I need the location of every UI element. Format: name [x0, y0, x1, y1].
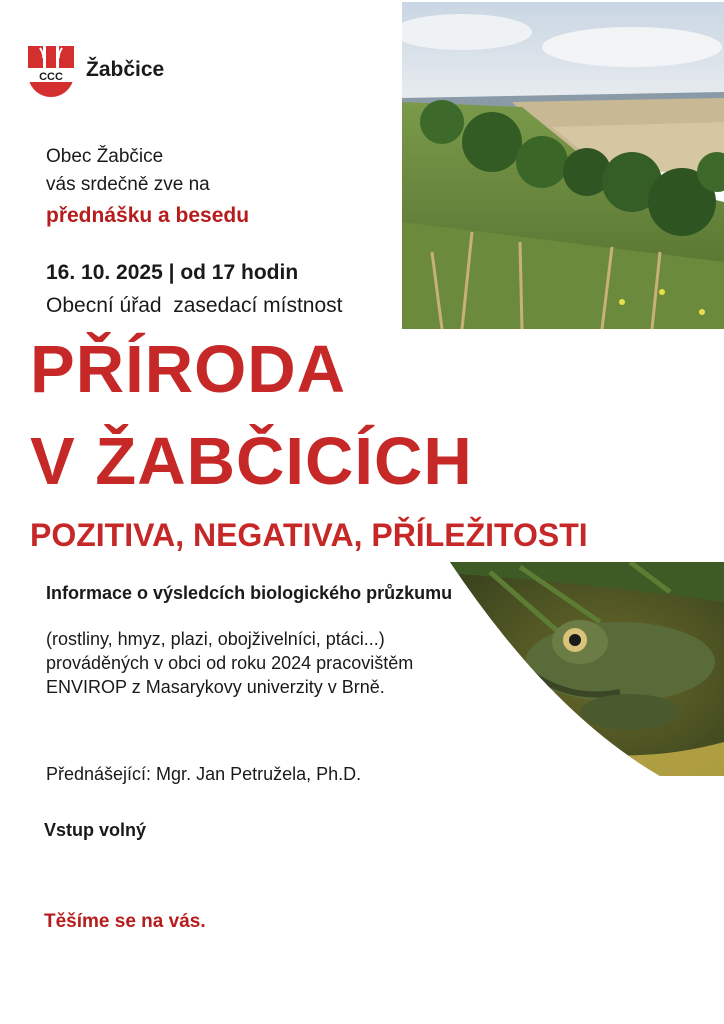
headline-line-2: V ŽABČICÍCH	[30, 424, 473, 499]
headline-subtitle: POZITIVA, NEGATIVA, PŘÍLEŽITOSTI	[30, 517, 588, 553]
event-datetime: 16. 10. 2025 | od 17 hodin	[46, 261, 299, 284]
landscape-photo	[402, 2, 724, 329]
invitation-line-2: vás srdečně zve na	[46, 174, 210, 195]
description-line-3: ENVIROP z Masarykovy univerzity v Brně.	[46, 677, 385, 697]
logo-text: CCC	[39, 71, 63, 83]
lecturer: Přednášející: Mgr. Jan Petružela, Ph.D.	[46, 764, 362, 784]
description-line-1: (rostliny, hmyz, plazi, obojživelníci, ptáci...)	[46, 629, 385, 649]
municipal-coat-of-arms-icon	[26, 44, 76, 98]
closing-line: Těšíme se na vás.	[44, 911, 206, 932]
headline-line-1: PŘÍRODA	[30, 332, 346, 407]
town-name: Žabčice	[86, 58, 165, 81]
invitation-line-1: Obec Žabčice	[46, 146, 164, 167]
description-heading: Informace o výsledcích biologického průzkumu	[46, 583, 453, 603]
entry-info: Vstup volný	[44, 820, 147, 840]
event-place: Obecní úřad zasedací místnost	[46, 294, 343, 317]
invitation-event-type: přednášku a besedu	[46, 204, 250, 227]
description-body	[46, 627, 516, 699]
description-line-2: prováděných v obci od roku 2024 pracovištěm	[46, 653, 414, 673]
